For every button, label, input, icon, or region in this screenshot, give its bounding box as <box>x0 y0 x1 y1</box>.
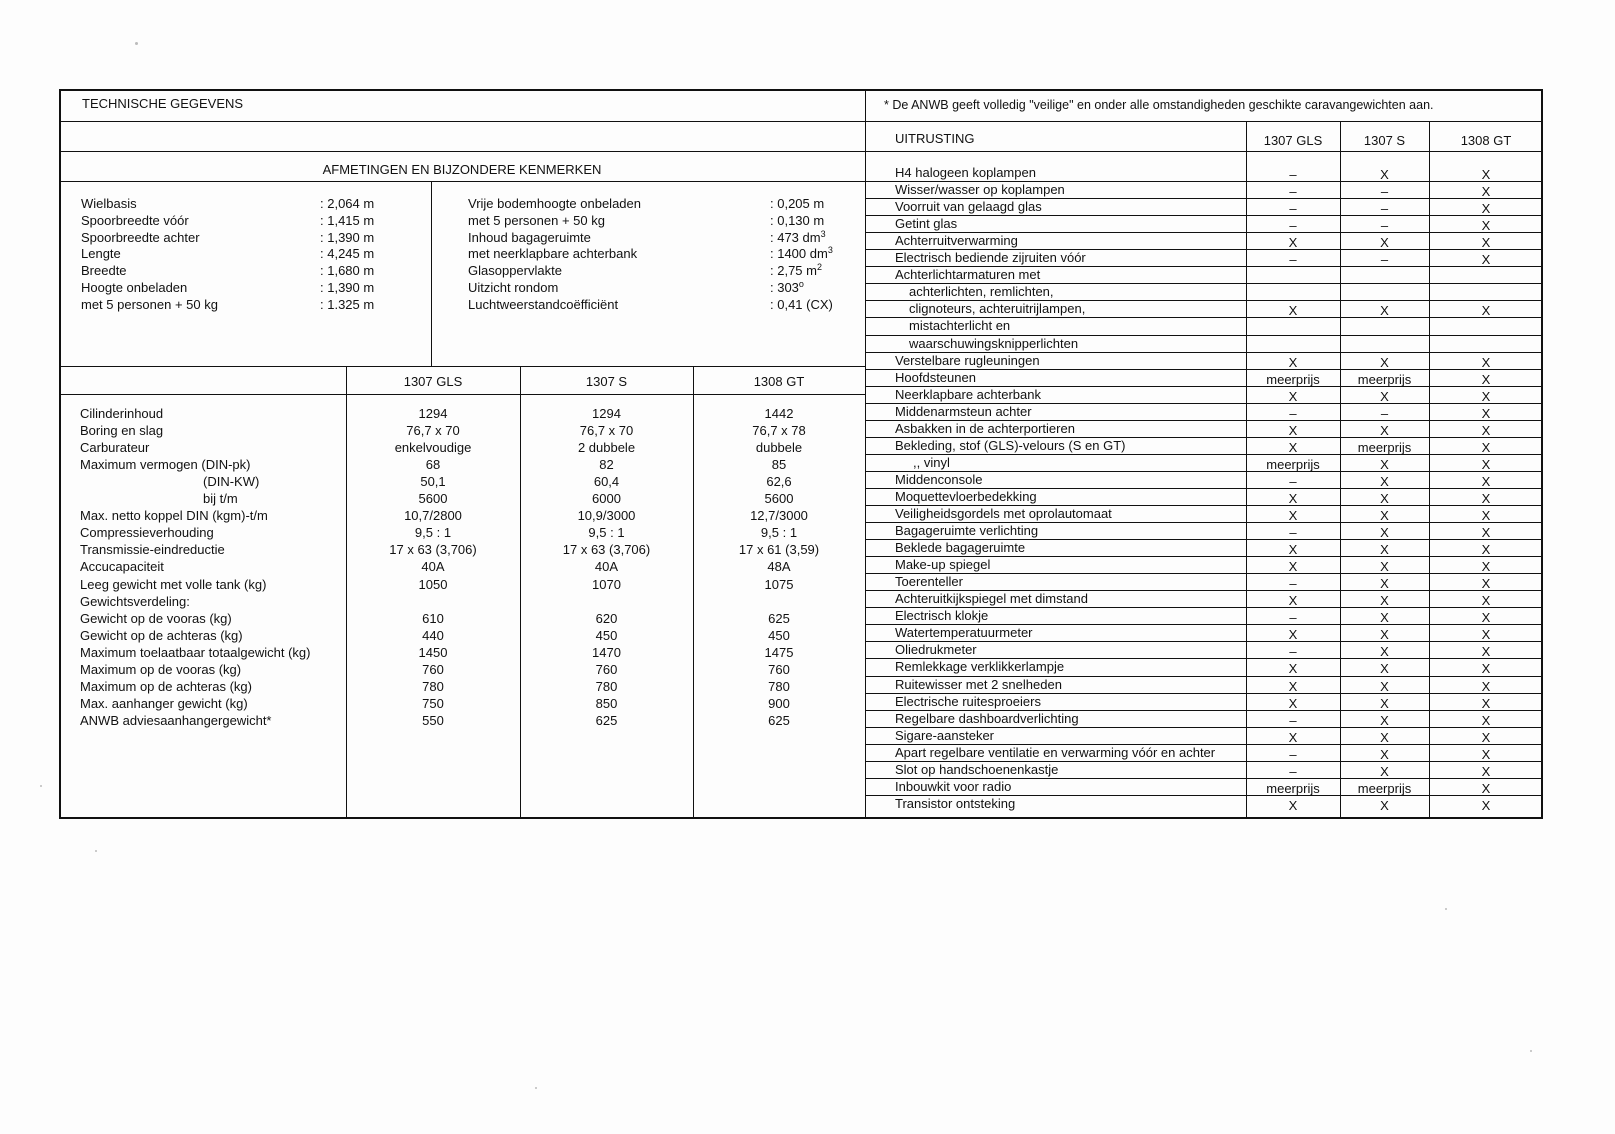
equipment-value: meerprijs <box>1266 456 1320 472</box>
spec-value: dubbele <box>755 440 803 456</box>
equipment-value: X <box>1380 235 1389 251</box>
equipment-value: – <box>1289 405 1297 421</box>
equipment-value: X <box>1481 797 1491 813</box>
sheet-title: TECHNISCHE GEGEVENS <box>82 96 244 111</box>
dimension-label: Lengte <box>81 246 121 262</box>
dimension-value <box>770 296 833 313</box>
spec-value: 1450 <box>418 644 448 660</box>
spec-value: 780 <box>422 678 444 694</box>
equipment-value: X <box>1481 763 1491 779</box>
spec-value: 780 <box>595 678 618 694</box>
equipment-label: Beklede bagageruimte <box>895 540 1026 556</box>
spec-value: 1442 <box>764 406 794 421</box>
equipment-value: X <box>1380 763 1389 779</box>
equipment-value: – <box>1289 610 1297 626</box>
scan-speck <box>95 850 97 852</box>
dimension-unit-exponent: 3 <box>827 245 833 256</box>
equipment-value: X <box>1380 746 1389 762</box>
equipment-value: X <box>1380 712 1389 728</box>
rule-header <box>59 121 1543 122</box>
equipment-label: Asbakken in de achterportieren <box>895 420 1075 436</box>
equipment-value: X <box>1380 644 1389 660</box>
equipment-value: – <box>1289 644 1297 660</box>
dimension-value-text: : 0,205 m <box>770 196 825 211</box>
equipment-label: Verstelbare rugleuningen <box>895 352 1040 368</box>
dimensions-divider <box>431 181 432 366</box>
dimension-label: met 5 personen + 50 kg <box>81 296 218 312</box>
equipment-row-rule <box>1246 283 1543 284</box>
spec-label: ANWB adviesaanhangergewicht* <box>80 712 272 728</box>
equipment-label: Slot op handschoenenkastje <box>895 761 1059 777</box>
spec-label: Maximum toelaatbaar totaalgewicht (kg) <box>80 644 311 660</box>
spec-label: Max. aanhanger gewicht (kg) <box>80 695 248 711</box>
equipment-value: X <box>1481 695 1491 711</box>
equipment-label: Electrisch klokje <box>895 608 989 624</box>
equipment-label: Toerenteller <box>895 574 963 590</box>
equipment-value: X <box>1481 235 1491 251</box>
equipment-value: X <box>1481 559 1491 575</box>
dimension-value-text: : 473 dm <box>770 229 821 245</box>
equipment-value: X <box>1380 729 1389 745</box>
dimension-value: : 1,415 m <box>320 212 375 228</box>
equipment-value: X <box>1380 542 1389 558</box>
spec-value: 1294 <box>592 406 621 421</box>
rule-subheader <box>59 151 1543 152</box>
equipment-label: Bagageruimte verlichting <box>895 523 1039 539</box>
spec-label: Gewichtsverdeling: <box>80 593 190 609</box>
spec-value: 62,6 <box>766 474 792 490</box>
specs-column-header: 1308 GT <box>753 374 805 389</box>
equipment-value: – <box>1289 218 1297 234</box>
dimension-value: : 1.325 m <box>320 296 375 312</box>
equipment-label: Voorruit van gelaagd glas <box>895 199 1042 215</box>
spec-value: 76,7 x 70 <box>406 423 460 439</box>
spec-value: 625 <box>595 712 618 728</box>
spec-label: Maximum op de vooras (kg) <box>80 661 242 677</box>
equipment-label: Make-up spiegel <box>895 557 991 573</box>
equipment-value: X <box>1380 576 1389 592</box>
spec-value: 610 <box>422 610 444 626</box>
spec-value: 9,5 : 1 <box>588 525 625 541</box>
equipment-value: X <box>1481 508 1491 523</box>
equipment-value: – <box>1380 405 1389 421</box>
spec-value: 2 dubbele <box>577 440 636 456</box>
equipment-label: Apart regelbare ventilatie en verwarming vóór en achter <box>895 744 1216 760</box>
dimension-label: Breedte <box>81 263 127 279</box>
equipment-value: X <box>1481 490 1491 506</box>
equipment-value: X <box>1481 746 1491 762</box>
equipment-value: – <box>1289 184 1297 200</box>
dimension-label: met neerklapbare achterbank <box>468 246 638 262</box>
spec-value: 900 <box>768 695 790 711</box>
spec-value: 760 <box>595 661 618 677</box>
dimension-value: : 1,390 m <box>320 229 375 245</box>
equipment-column-header: 1308 GT <box>1460 133 1512 148</box>
equipment-value: X <box>1288 695 1298 711</box>
spec-value: 625 <box>768 610 790 626</box>
equipment-value: – <box>1289 201 1297 217</box>
equipment-value: X <box>1380 303 1389 319</box>
equipment-value: X <box>1380 593 1389 609</box>
equipment-value: X <box>1481 661 1491 677</box>
equipment-value: X <box>1380 473 1389 489</box>
spec-value: 1075 <box>764 576 794 592</box>
spec-label: Cilinderinhoud <box>80 406 164 421</box>
equipment-value: – <box>1380 252 1389 268</box>
spec-value: 450 <box>595 627 618 643</box>
spec-value: 17 x 61 (3,59) <box>738 542 820 558</box>
equipment-value: – <box>1289 712 1297 728</box>
spec-value: 40A <box>594 559 619 575</box>
equipment-label: Veiligheidsgordels met oprolautomaat <box>895 506 1112 521</box>
equipment-value: X <box>1288 593 1298 609</box>
scan-speck <box>535 1087 537 1089</box>
equipment-value: X <box>1481 439 1491 455</box>
equipment-header: UITRUSTING <box>895 131 975 146</box>
dimension-value: : 1,680 m <box>320 263 375 279</box>
dimension-value <box>770 279 804 296</box>
equipment-value: X <box>1481 405 1491 421</box>
equipment-value: X <box>1481 729 1491 745</box>
spec-value: 625 <box>768 712 790 728</box>
equipment-value: X <box>1288 422 1298 438</box>
spec-value: 82 <box>599 457 614 473</box>
equipment-column-header: 1307 S <box>1363 133 1406 148</box>
equipment-label: Sigare-aansteker <box>895 727 994 743</box>
equipment-value: – <box>1380 184 1389 200</box>
equipment-value: X <box>1288 303 1298 319</box>
spec-label: Maximum vermogen (DIN-pk) <box>80 457 251 473</box>
equipment-value: X <box>1380 354 1389 370</box>
equipment-value: X <box>1380 388 1389 404</box>
equipment-value: X <box>1481 252 1491 268</box>
rule-specs-top <box>59 366 865 367</box>
equipment-value: X <box>1481 167 1491 182</box>
dimension-value-text: : 1400 dm <box>770 246 828 262</box>
equipment-column-header: 1307 GLS <box>1263 133 1323 148</box>
equipment-value: meerprijs <box>1266 371 1320 387</box>
spec-value: 6000 <box>592 491 621 507</box>
equipment-label: Transistor ontsteking <box>895 795 1016 811</box>
spec-value: 440 <box>422 627 444 643</box>
equipment-value: meerprijs <box>1357 780 1412 796</box>
equipment-value: X <box>1380 678 1389 694</box>
dimension-label: Luchtweerstandcoëfficiënt <box>468 296 619 312</box>
equipment-value: X <box>1288 661 1298 677</box>
equipment-value: – <box>1289 252 1297 268</box>
equipment-value: X <box>1380 661 1389 677</box>
equipment-value: X <box>1481 780 1491 796</box>
equipment-value: X <box>1481 371 1491 387</box>
equipment-label: mistachterlicht en <box>909 318 1011 334</box>
equipment-value: X <box>1288 354 1298 370</box>
equipment-value: X <box>1481 576 1491 592</box>
equipment-value: X <box>1380 456 1389 472</box>
dimension-value <box>770 262 822 279</box>
equipment-value: – <box>1380 218 1389 234</box>
scan-speck <box>1530 1050 1532 1052</box>
equipment-value: – <box>1289 473 1297 489</box>
equipment-value: X <box>1288 490 1298 506</box>
equipment-row-rule <box>865 454 1543 455</box>
equipment-label: Achteruitkijkspiegel met dimstand <box>895 591 1088 607</box>
dimension-value <box>770 195 824 212</box>
spec-value: 760 <box>422 661 444 677</box>
equipment-value: X <box>1288 439 1298 455</box>
spec-value: 10,7/2800 <box>404 508 462 524</box>
equipment-row-rule <box>1246 300 1543 301</box>
spec-label: Boring en slag <box>80 423 164 439</box>
equipment-label: Hoofdsteunen <box>895 369 976 385</box>
spec-value: 17 x 63 (3,706) <box>562 542 651 558</box>
equipment-value: X <box>1481 627 1491 643</box>
specs-column-header: 1307 GLS <box>403 374 463 389</box>
equipment-value: X <box>1380 559 1389 575</box>
equipment-value: X <box>1288 627 1298 643</box>
spec-label: Gewicht op de vooras (kg) <box>80 610 232 626</box>
equipment-value: X <box>1380 167 1389 182</box>
equipment-value: – <box>1289 576 1297 592</box>
spec-value: 50,1 <box>420 474 446 490</box>
equipment-label: clignoteurs, achteruitrijlampen, <box>909 301 1086 317</box>
equipment-value: X <box>1380 695 1389 711</box>
equipment-label: Middenarmsteun achter <box>895 403 1032 419</box>
equipment-label: Ruitewisser met 2 snelheden <box>895 676 1062 692</box>
equipment-label: H4 halogeen koplampen <box>895 165 1036 180</box>
spec-label: Leeg gewicht met volle tank (kg) <box>80 576 267 592</box>
equipment-label: Achterlichtarmaturen met <box>895 267 1041 283</box>
dimension-value: : 1,390 m <box>320 280 375 295</box>
dimension-value <box>770 245 833 262</box>
spec-label: Compressieverhouding <box>80 525 214 541</box>
equipment-value: X <box>1481 422 1491 438</box>
equipment-value: X <box>1380 797 1389 813</box>
dimension-label: Glasoppervlakte <box>468 263 562 279</box>
spec-value: 5600 <box>764 491 794 507</box>
scan-speck <box>1445 908 1447 910</box>
spec-value: 9,5 : 1 <box>414 525 452 541</box>
dimension-label: Inhoud bagageruimte <box>468 229 591 245</box>
spec-value: 760 <box>768 661 790 677</box>
equipment-label: Wisser/wasser op koplampen <box>895 182 1065 198</box>
equipment-value: X <box>1288 508 1298 523</box>
equipment-label: Inbouwkit voor radio <box>895 778 1012 794</box>
spec-value: 780 <box>768 678 790 694</box>
dimension-value-text: : 0,41 (CX) <box>770 296 833 312</box>
spec-value: 9,5 : 1 <box>760 525 798 541</box>
equipment-label: Achterruitverwarming <box>895 233 1018 249</box>
equipment-label: Electrische ruitesproeiers <box>895 693 1041 709</box>
equipment-value: X <box>1481 303 1491 319</box>
dimension-label: Uitzicht rondom <box>468 280 559 295</box>
spec-value: 85 <box>771 457 787 473</box>
dimension-value <box>770 229 826 246</box>
spec-value: 1294 <box>418 406 448 421</box>
spec-value: 12,7/3000 <box>750 508 808 524</box>
equipment-value: X <box>1481 456 1491 472</box>
spec-label: bij t/m <box>203 491 238 507</box>
dimension-label: Hoogte onbeladen <box>81 280 188 295</box>
equipment-value: X <box>1288 388 1298 404</box>
spec-value: 550 <box>422 712 444 728</box>
equipment-label: Watertemperatuurmeter <box>895 625 1033 641</box>
equipment-row-rule <box>1246 317 1543 318</box>
specs-column-header: 1307 S <box>585 374 628 389</box>
equipment-value: – <box>1380 201 1389 217</box>
dimensions-title: AFMETINGEN EN BIJZONDERE KENMERKEN <box>322 162 602 177</box>
dimension-value-text: : 2,75 m <box>770 263 817 279</box>
equipment-label: ,, vinyl <box>913 454 950 470</box>
spec-value: 450 <box>768 627 790 643</box>
dimension-unit-exponent: 2 <box>816 262 822 273</box>
equipment-label: Moquettevloerbedekking <box>895 488 1037 504</box>
dimension-unit-exponent: o <box>798 279 804 289</box>
equipment-value: X <box>1481 388 1491 404</box>
equipment-value: X <box>1481 218 1491 234</box>
equipment-value: meerprijs <box>1357 439 1412 455</box>
equipment-value: X <box>1380 422 1389 438</box>
equipment-label: Neerklapbare achterbank <box>895 386 1041 402</box>
equipment-label: Regelbare dashboardverlichting <box>895 710 1079 726</box>
equipment-row-rule <box>865 215 1543 216</box>
equipment-value: X <box>1481 712 1491 728</box>
dimension-label: Spoorbreedte achter <box>81 229 200 245</box>
equipment-value: X <box>1380 610 1389 626</box>
dimension-label: met 5 personen + 50 kg <box>468 212 605 228</box>
rule-specs-header <box>59 394 865 395</box>
spec-value: enkelvoudige <box>394 440 472 456</box>
spec-value: 850 <box>595 695 618 711</box>
spec-label: (DIN-KW) <box>203 474 260 490</box>
spec-value: 76,7 x 78 <box>752 423 806 439</box>
equipment-value: X <box>1380 627 1389 643</box>
spec-label: Gewicht op de achteras (kg) <box>80 627 243 643</box>
equipment-label: Oliedrukmeter <box>895 642 977 658</box>
equipment-value: X <box>1481 354 1491 370</box>
dimension-value-text: : 303 <box>770 280 799 295</box>
rule-dimensions-title <box>59 181 865 182</box>
equipment-value: X <box>1288 235 1298 251</box>
equipment-label: Getint glas <box>895 216 958 232</box>
spec-value: 1050 <box>418 576 448 592</box>
spec-label: Maximum op de achteras (kg) <box>80 678 252 694</box>
equipment-value: X <box>1481 542 1491 558</box>
dimension-label: Vrije bodemhoogte onbeladen <box>468 196 641 211</box>
equipment-value: X <box>1288 678 1298 694</box>
equipment-value: X <box>1481 678 1491 694</box>
dimension-label: Wielbasis <box>81 196 137 211</box>
equipment-value: – <box>1289 763 1297 779</box>
equipment-label: Remlekkage verklikkerlampje <box>895 659 1065 675</box>
dimension-value: : 4,245 m <box>320 246 375 262</box>
spec-value: 17 x 63 (3,706) <box>389 542 477 558</box>
spec-value: 620 <box>595 610 618 626</box>
equipment-value: X <box>1481 610 1491 626</box>
spec-value: 5600 <box>418 491 448 507</box>
equipment-value: X <box>1380 490 1389 506</box>
equipment-value: X <box>1288 729 1298 745</box>
equipment-value: X <box>1288 559 1298 575</box>
equipment-value: X <box>1288 542 1298 558</box>
equipment-value: X <box>1481 184 1491 200</box>
spec-value: 10,9/3000 <box>577 508 636 524</box>
equipment-value: X <box>1288 797 1298 813</box>
equipment-row-rule <box>1246 335 1543 336</box>
anwb-footnote: * De ANWB geeft volledig "veilige" en onder alle omstandigheden geschikte caravangewichten aan. <box>884 98 1434 112</box>
equipment-label: waarschuwingsknipperlichten <box>909 335 1079 351</box>
equipment-label: achterlichten, remlichten, <box>909 284 1054 300</box>
scan-speck <box>135 42 138 45</box>
equipment-value: X <box>1380 525 1389 541</box>
dimension-label: Spoorbreedte vóór <box>81 212 189 228</box>
spec-label: Transmissie-eindreductie <box>80 542 225 558</box>
equipment-value: – <box>1289 167 1297 182</box>
equipment-value: X <box>1481 593 1491 609</box>
equipment-value: – <box>1289 525 1297 541</box>
equipment-value: X <box>1380 508 1389 523</box>
spec-value: 1070 <box>592 576 621 592</box>
spec-value: 1475 <box>764 644 794 660</box>
equipment-value: meerprijs <box>1357 371 1412 387</box>
dimension-value: : 2,064 m <box>320 196 375 211</box>
dimension-value-text: : 0,130 m <box>770 212 825 228</box>
spec-label: Max. netto koppel DIN (kgm)-t/m <box>80 508 268 524</box>
equipment-value: X <box>1481 201 1491 217</box>
equipment-value: X <box>1481 473 1491 489</box>
equipment-label: Bekleding, stof (GLS)-velours (S en GT) <box>895 437 1126 453</box>
spec-value: 750 <box>422 695 444 711</box>
equipment-value: X <box>1481 525 1491 541</box>
spec-value: 60,4 <box>593 474 620 490</box>
spec-value: 68 <box>425 457 441 473</box>
spec-value: 76,7 x 70 <box>579 423 634 439</box>
spec-value: 40A <box>421 559 445 575</box>
spec-label: Carburateur <box>80 440 150 456</box>
scan-speck <box>40 785 42 787</box>
dimension-value <box>770 212 824 229</box>
equipment-label: Middenconsole <box>895 471 983 487</box>
equipment-row-rule <box>865 573 1543 574</box>
equipment-value: X <box>1481 644 1491 660</box>
dimension-unit-exponent: 3 <box>820 228 826 239</box>
equipment-value: – <box>1289 746 1297 762</box>
spec-value: 1470 <box>592 644 621 660</box>
spec-label: Accucapaciteit <box>80 559 164 575</box>
equipment-label: Electrisch bediende zijruiten vóór <box>895 250 1086 266</box>
spec-value: 48A <box>767 559 791 575</box>
equipment-value: meerprijs <box>1266 780 1320 796</box>
